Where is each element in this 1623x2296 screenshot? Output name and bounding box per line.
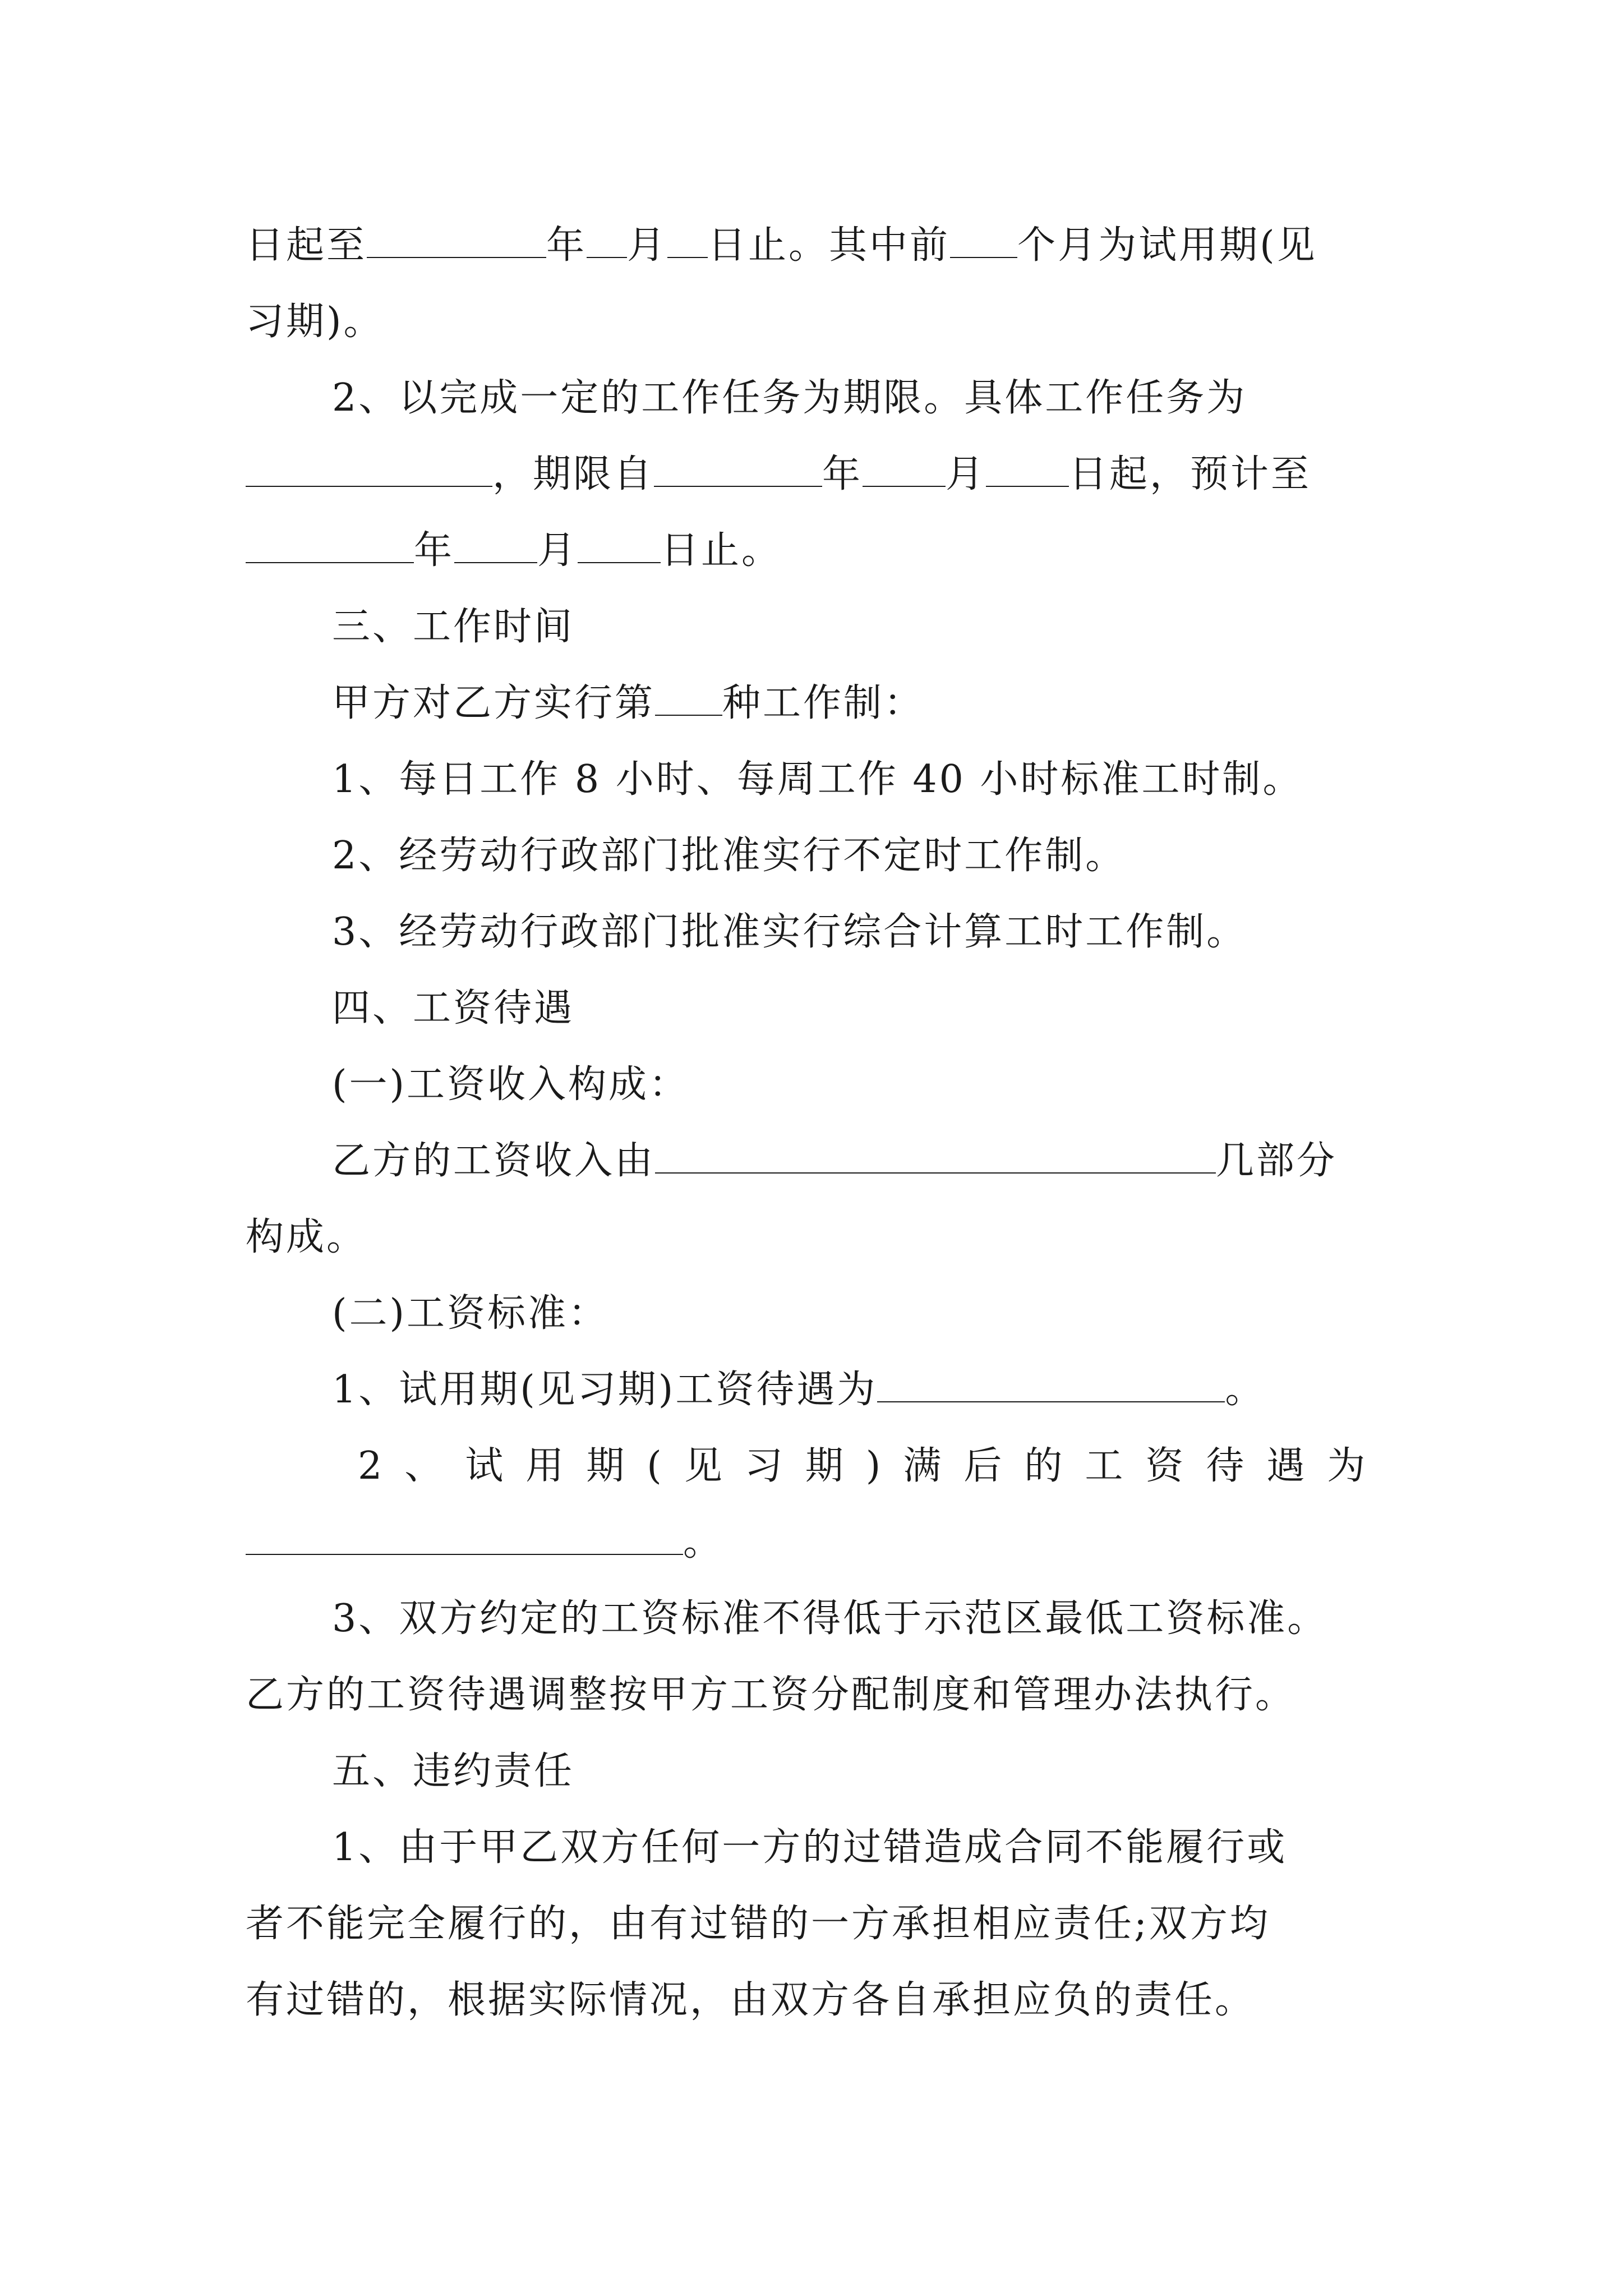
blank-field: [877, 1368, 1225, 1402]
text-line: 1、每日工作 8 小时、每周工作 40 小时标准工时制。: [332, 757, 1303, 802]
text-line: [246, 1352, 1384, 1428]
blank-field: [655, 1139, 1216, 1174]
text: 。: [1225, 1368, 1266, 1412]
text-line: 3、经劳动行政部门批准实行综合计算工时工作制。: [332, 910, 1247, 954]
text-line: [246, 1123, 1384, 1199]
text: 个月为试用期(见: [1017, 223, 1317, 268]
text-line: 1、由于甲乙双方任何一方的过错造成合同不能履行或: [332, 1825, 1288, 1870]
text: ，期限自: [492, 452, 654, 496]
blank-field: [654, 452, 822, 487]
text: 日起至: [246, 223, 367, 268]
blank-field: [863, 452, 946, 487]
text: 月: [537, 528, 578, 573]
text-line: 有过错的，根据实际情况，由双方各自承担应负的责任。: [246, 1978, 1256, 2022]
subsection-heading: (二)工资标准：: [332, 1291, 609, 1336]
blank-field: [986, 452, 1069, 487]
blank-field: [950, 223, 1017, 258]
section-heading: 五、违约责任: [332, 1749, 575, 1793]
subsection-heading: (一)工资收入构成：: [332, 1062, 690, 1107]
text: 月: [946, 452, 986, 496]
text-line: [246, 436, 1384, 513]
text-line: 乙方的工资待遇调整按甲方工资分配制度和管理办法执行。: [246, 1673, 1296, 1717]
text-line: 2、经劳动行政部门批准实行不定时工作制。: [332, 834, 1126, 878]
text: 甲方对乙方实行第: [332, 681, 656, 725]
text-line: [246, 1504, 1384, 1581]
blank-field: [578, 528, 661, 563]
text-line: 构成。: [246, 1215, 367, 1259]
text: 月: [627, 223, 668, 268]
text-line: 2、以完成一定的工作任务为期限。具体工作任务为: [332, 376, 1247, 420]
text-line: 者不能完全履行的，由有过错的一方承担相应责任;双方均: [246, 1902, 1270, 1946]
blank-field: [587, 223, 627, 258]
blank-field: [667, 223, 708, 258]
text: 年: [822, 452, 863, 496]
text-line: 习期)。: [246, 300, 384, 344]
text-line: [246, 513, 1384, 589]
section-heading: 三、工作时间: [332, 605, 575, 649]
document-page: [246, 208, 1388, 2039]
text: 日止。: [661, 528, 782, 573]
text-line: 3、双方约定的工资标准不得低于示范区最低工资标准。: [332, 1596, 1328, 1641]
blank-field: [655, 681, 722, 716]
blank-field: [367, 223, 546, 258]
text: 乙方的工资收入由: [332, 1139, 656, 1183]
blank-field: [246, 452, 492, 487]
text-line: [246, 665, 1384, 742]
text: 日止。其中前: [708, 223, 951, 268]
blank-field: [246, 528, 414, 563]
text: 。: [683, 1520, 724, 1565]
section-heading: 四、工资待遇: [332, 986, 575, 1030]
text: 年: [546, 223, 587, 268]
text: 年: [414, 528, 455, 573]
text: 种工作制：: [722, 681, 925, 725]
text-line: 2、试用期(见习期)满后的工资待遇为: [358, 1444, 1388, 1488]
text: 日起，预计至: [1069, 452, 1312, 496]
text-line: [246, 208, 1384, 284]
blank-field: [246, 1520, 683, 1555]
blank-field: [454, 528, 537, 563]
text: 几部分: [1216, 1139, 1338, 1183]
text: 1、试用期(见习期)工资待遇为: [332, 1368, 878, 1412]
